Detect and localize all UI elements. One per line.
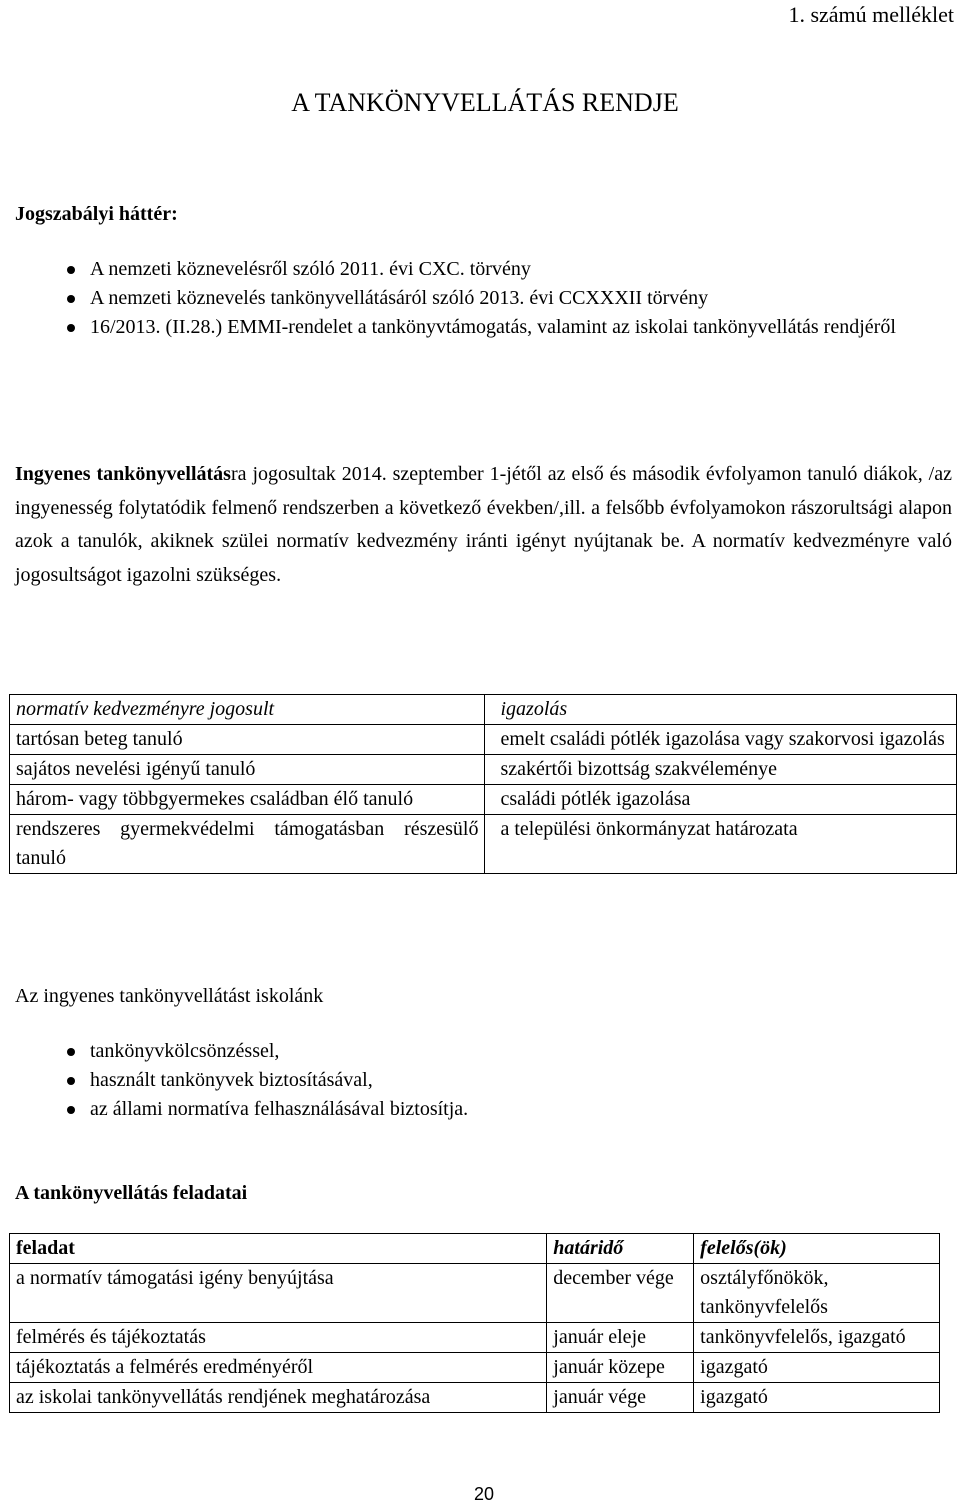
free-text: ra jogosultak 2014. szeptember 1-jétől az első és második évfolyamon tanuló diákok, /az ingyenesség folytatódik felmenő rendszerben a következő években/,ill. a felsőbb évfolyamokon rászorultsági alapon azok a tanulók, akiknek szülei normatív kedvezmény iránti igényt nyújtanak be. A normatív kedvezményre való jogosultságot igazolni szükséges. (15, 463, 952, 586)
table-cell: három- vagy többgyermekes családban élő tanuló (10, 785, 485, 815)
bullet-icon (67, 295, 75, 303)
table-cell: osztályfőnökök, tankönyvfelelős (694, 1264, 940, 1323)
bullet-icon (67, 266, 75, 274)
tasks-table (9, 1233, 940, 1413)
table-row (10, 1353, 940, 1383)
bullet-icon (67, 1106, 75, 1114)
bullet-icon (67, 324, 75, 332)
table-cell: szakértői bizottság szakvéleménye (485, 755, 957, 785)
table-cell: a normatív támogatási igény benyújtása (10, 1264, 547, 1323)
table-cell: rendszeres gyermekvédelmi támogatásban részesülő tanuló (10, 815, 485, 874)
list-item: használt tankönyvek biztosításával, (15, 1066, 952, 1095)
table-cell: január vége (547, 1383, 694, 1413)
free-paragraph (15, 458, 952, 592)
legal-list (15, 255, 952, 342)
table-header: normatív kedvezményre jogosult (10, 695, 485, 725)
table-row (10, 1264, 940, 1323)
table-row (10, 725, 957, 755)
table-cell: igazgató (694, 1383, 940, 1413)
table-cell: sajátos nevelési igényű tanuló (10, 755, 485, 785)
table-header: felelős(ök) (694, 1234, 940, 1264)
provision-intro: Az ingyenes tankönyvellátást iskolánk (15, 985, 324, 1007)
list-item: 16/2013. (II.28.) EMMI-rendelet a tankönyvtámogatás, valamint az iskolai tankönyvellátás rendjéről (15, 313, 952, 342)
table-row (10, 785, 957, 815)
table-header-row (10, 695, 957, 725)
table-cell: tankönyvfelelős, igazgató (694, 1323, 940, 1353)
norm-table (9, 694, 957, 874)
table-cell: emelt családi pótlék igazolása vagy szakorvosi igazolás (485, 725, 957, 755)
table-row (10, 1383, 940, 1413)
table-cell: a települési önkormányzat határozata (485, 815, 957, 874)
table-cell: felmérés és tájékoztatás (10, 1323, 547, 1353)
table-header: igazolás (485, 695, 957, 725)
table-row (10, 815, 957, 874)
list-item: A nemzeti köznevelés tankönyvellátásáról szóló 2013. évi CCXXXII törvény (15, 284, 952, 313)
table-cell: tartósan beteg tanuló (10, 725, 485, 755)
list-item: az állami normatíva felhasználásával biztosítja. (15, 1095, 952, 1124)
list-item: A nemzeti köznevelésről szóló 2011. évi CXC. törvény (15, 255, 952, 284)
tasks-heading: A tankönyvellátás feladatai (15, 1182, 248, 1204)
table-header: feladat (10, 1234, 547, 1264)
free-bold-term: Ingyenes tankönyvellátás (15, 463, 231, 485)
annex-label: 1. számú melléklet (788, 2, 954, 27)
legal-heading: Jogszabályi háttér: (15, 203, 178, 225)
bullet-icon (67, 1077, 75, 1085)
table-cell: tájékoztatás a felmérés eredményéről (10, 1353, 547, 1383)
provision-list (15, 1037, 952, 1124)
table-cell: igazgató (694, 1353, 940, 1383)
bullet-icon (67, 1048, 75, 1056)
table-row (10, 755, 957, 785)
page-number: 20 (474, 1484, 495, 1504)
table-cell: az iskolai tankönyvellátás rendjének meghatározása (10, 1383, 547, 1413)
page-title: A TANKÖNYVELLÁTÁS RENDJE (291, 88, 679, 117)
table-cell: január eleje (547, 1323, 694, 1353)
table-header: határidő (547, 1234, 694, 1264)
table-header-row (10, 1234, 940, 1264)
list-item: tankönyvkölcsönzéssel, (15, 1037, 952, 1066)
table-cell: családi pótlék igazolása (485, 785, 957, 815)
table-row (10, 1323, 940, 1353)
table-cell: december vége (547, 1264, 694, 1323)
table-cell: január közepe (547, 1353, 694, 1383)
